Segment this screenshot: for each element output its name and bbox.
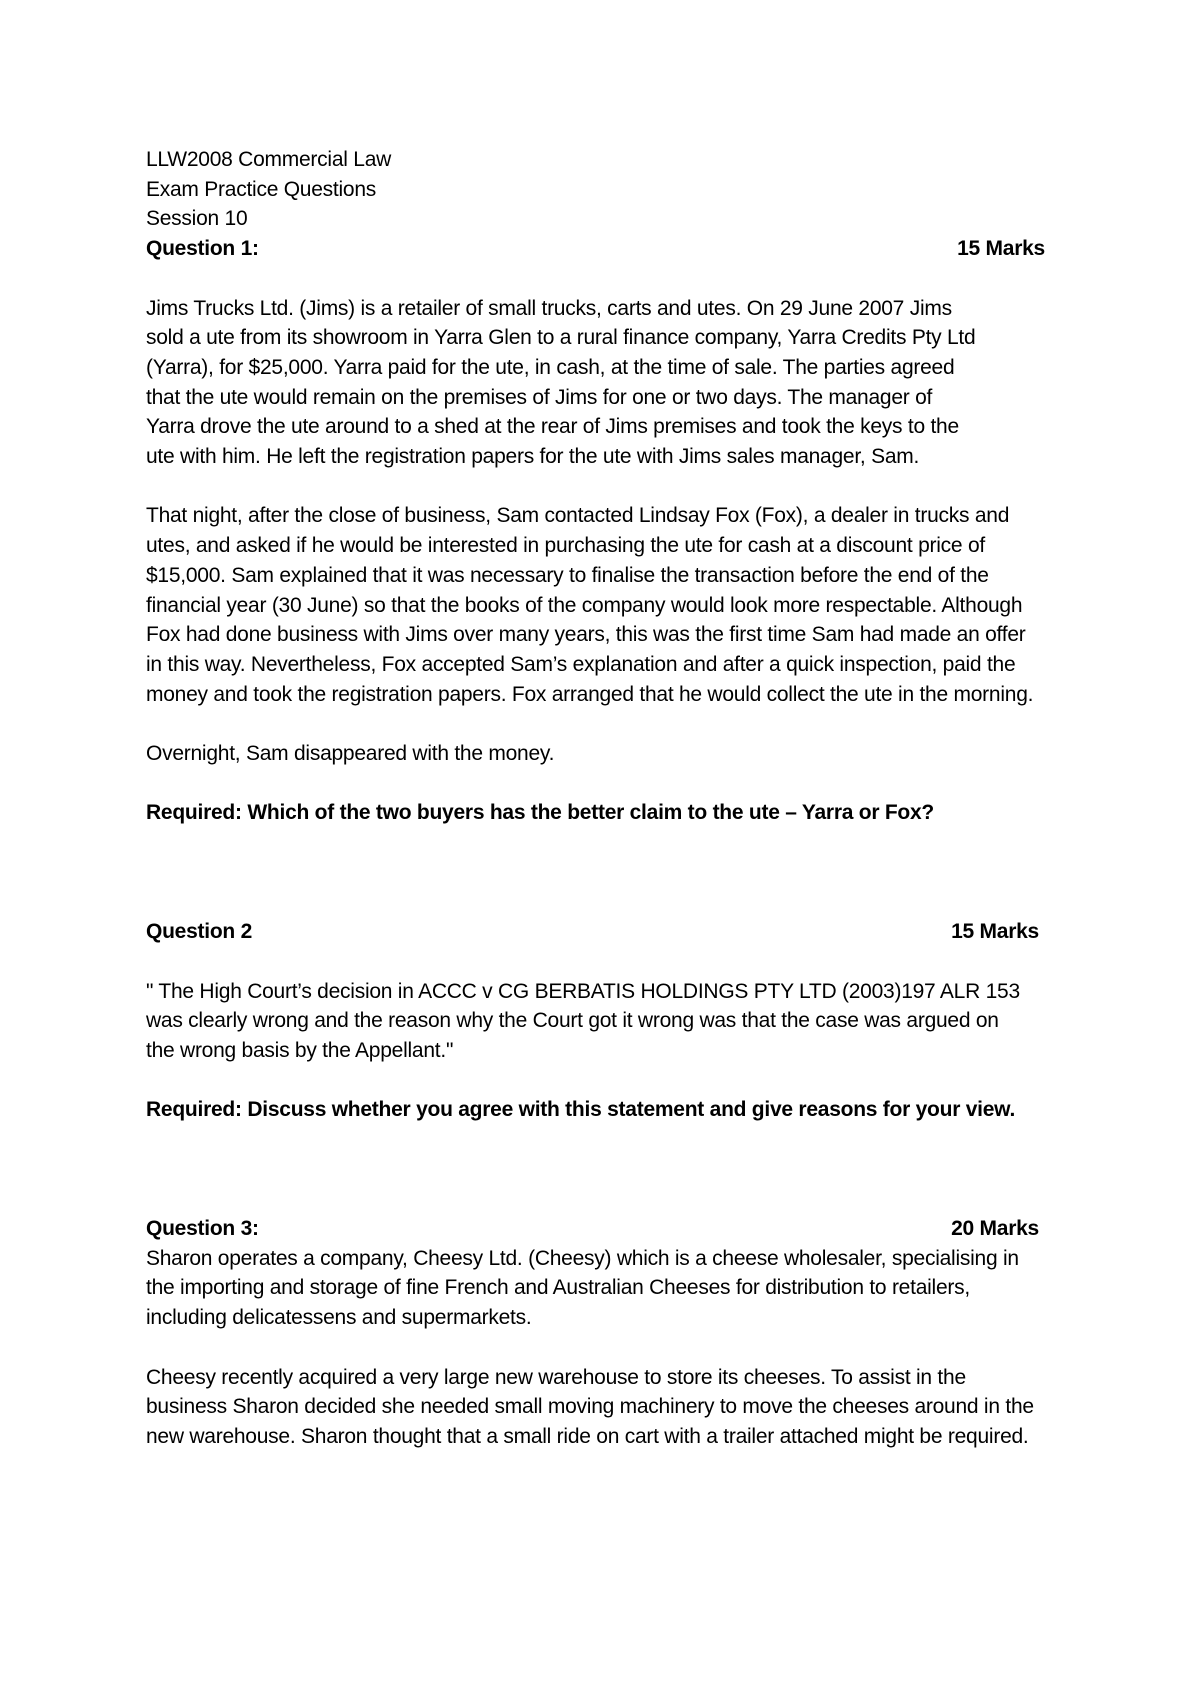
question-3-marks: 20 Marks: [951, 1217, 1039, 1240]
document-subtitle: Exam Practice Questions: [146, 177, 377, 201]
question-1-required: Required: Which of the two buyers has the better claim to the ute – Yarra or Fox?: [146, 801, 935, 825]
question-3-title: Question 3:: [146, 1217, 259, 1240]
spacer: [146, 828, 1046, 917]
question-3-heading: [146, 1214, 1039, 1244]
question-1-paragraph-2: That night, after the close of business, Sam contacted Lindsay Fox (Fox), a dealer in trucks and utes, and asked if he would be interested in purchasing the ute for cash at a discount price of $15,000. Sam explained that it was necessary to finalise the transaction before the end of the financial year (30 June) so that the books of the company would look more respectable. Although Fox had done business with Jims over many years, this was the first time Sam had made an offer in this way. Nevertheless, Fox accepted Sam’s explanation and after a quick inspection, paid the money and took the registration papers. Fox arranged that he would collect the ute in the morning.: [146, 504, 1034, 706]
course-title: LLW2008 Commercial Law: [146, 148, 392, 171]
question-2-required: Required: Discuss whether you agree with this statement and give reasons for your view.: [146, 1098, 1016, 1122]
spacer: [146, 769, 1046, 799]
exam-document: [146, 145, 1046, 1452]
question-2-quote: " The High Court’s decision in ACCC v CG BERBATIS HOLDINGS PTY LTD (2003)197 ALR 153 was clearly wrong and the reason why the Court got it wrong was that the case was argued on the wrong basis by the Appellant.": [146, 979, 1020, 1062]
spacer: [146, 1125, 1046, 1214]
spacer: [146, 264, 1046, 294]
question-1-title: Question 1:: [146, 237, 259, 261]
question-1-paragraph-3: Overnight, Sam disappeared with the money.: [146, 742, 555, 766]
question-1-marks: 15 Marks: [957, 237, 1045, 261]
question-3-paragraph-1: Sharon operates a company, Cheesy Ltd. (Cheesy) which is a cheese wholesaler, specialising in the importing and storage of fine French and Australian Cheeses for distribution to retailers, including delicatessens and supermarkets.: [146, 1246, 1019, 1330]
question-2-marks: 15 Marks: [951, 920, 1039, 944]
spacer: [146, 947, 1046, 977]
session-label: Session 10: [146, 207, 248, 231]
spacer: [146, 1066, 1046, 1096]
question-1-heading: [146, 234, 1045, 264]
spacer: [146, 709, 1046, 739]
question-3-paragraph-2: Cheesy recently acquired a very large new warehouse to store its cheeses. To assist in the business Sharon decided she needed small moving machinery to move the cheeses around in the new warehouse. Sharon thought that a small ride on cart with a trailer attached might be required.: [146, 1365, 1034, 1448]
spacer: [146, 472, 1046, 502]
question-1-paragraph-1: Jims Trucks Ltd. (Jims) is a retailer of small trucks, carts and utes. On 29 June 2007 Jims sold a ute from its showroom in Yarra Glen to a rural finance company, Yarra Credits Pty Ltd (Yarra), for $25,000. Yarra paid for the ute, in cash, at the time of sale. The parties agreed that the ute would remain on the premises of Jims for one or two days. The manager of Yarra drove the ute around to a shed at the rear of Jims premises and took the keys to the ute with him. He left the registration papers for the ute with Jims sales manager, Sam.: [146, 296, 976, 469]
spacer: [146, 1333, 1046, 1363]
question-2-heading: [146, 917, 1039, 947]
question-2-title: Question 2: [146, 920, 253, 944]
